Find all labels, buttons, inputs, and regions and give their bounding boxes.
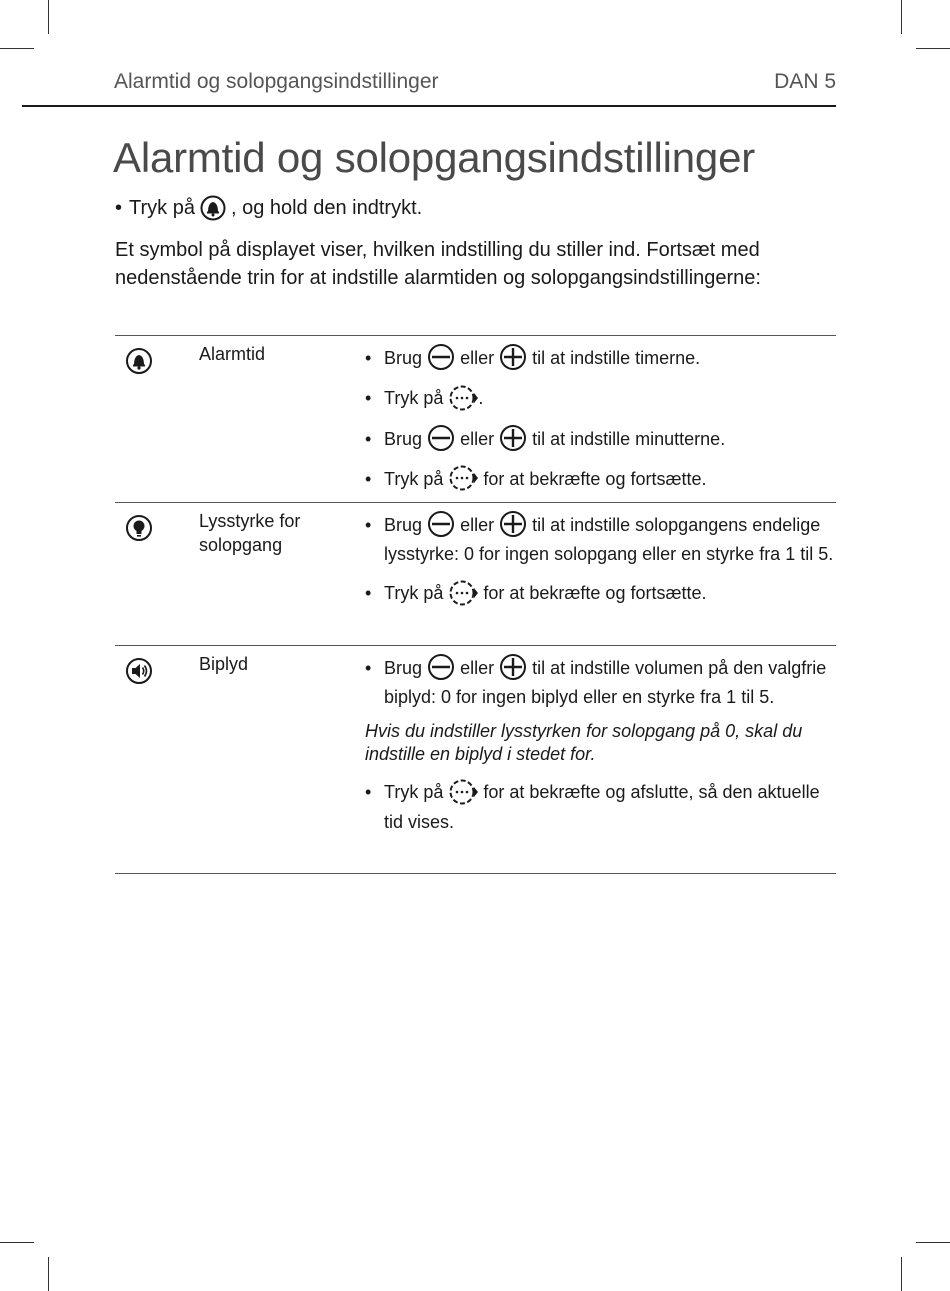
row-instructions	[365, 336, 836, 511]
bullet-dot: •	[365, 468, 372, 489]
bullet-dot: •	[365, 658, 372, 678]
bullet-dot: •	[365, 388, 372, 409]
row-instructions	[365, 646, 836, 853]
running-header	[114, 70, 836, 98]
minus-button-icon	[427, 424, 455, 452]
plus-button-icon	[499, 424, 527, 452]
header-rule	[22, 105, 836, 107]
instruction-word: eller	[460, 658, 495, 678]
crop-mark	[48, 1257, 49, 1291]
crop-mark	[0, 48, 34, 49]
bullet-dot: •	[365, 583, 372, 604]
instruction-item	[365, 384, 836, 413]
crop-mark	[916, 48, 950, 49]
instruction-text: for at bekræfte og fortsætte.	[483, 583, 707, 604]
instruction-item	[365, 579, 836, 608]
instruction-word: Brug	[384, 658, 423, 678]
crop-mark	[901, 1257, 902, 1291]
row-label: Alarmtid	[199, 344, 266, 364]
table-row-alarm-time	[115, 336, 836, 503]
instruction-text: for at bekræfte og fortsætte.	[483, 468, 707, 489]
running-header-title: Alarmtid og solopgangsindstillinger	[114, 70, 439, 93]
plus-button-icon	[499, 343, 527, 371]
instruction-word: Tryk på	[384, 583, 444, 604]
instruction-text: til at indstille solopgangens endelige lysstyrke: 0 for ingen solopgang eller en styrke fra 1 til 5.	[384, 515, 834, 565]
next-button-icon	[448, 778, 478, 806]
bullet-dot: •	[365, 428, 372, 449]
intro-instruction	[115, 195, 422, 221]
minus-button-icon	[427, 343, 455, 371]
crop-mark	[0, 1242, 34, 1243]
table-row-sunrise-brightness	[115, 503, 836, 646]
instruction-item	[365, 511, 836, 568]
bullet-dot: •	[115, 196, 123, 219]
settings-table	[115, 335, 836, 874]
plus-button-icon	[499, 653, 527, 681]
instruction-text: for at bekræfte og afslutte, så den aktuelle tid vises.	[384, 782, 820, 832]
crop-mark	[916, 1242, 950, 1243]
intro-instruction-end: , og hold den indtrykt.	[230, 196, 423, 219]
instruction-word: Tryk på	[384, 468, 444, 489]
minus-button-icon	[427, 510, 455, 538]
italic-note: Hvis du indstiller lysstyrken for solopgang på 0, skal du indstille en biplyd i stedet for.	[365, 721, 803, 765]
instruction-text: til at indstille minutterne.	[532, 428, 726, 449]
next-button-icon	[448, 579, 478, 607]
plus-button-icon	[499, 510, 527, 538]
instruction-word: eller	[460, 515, 495, 535]
table-row-beep	[115, 646, 836, 874]
instruction-word: Brug	[384, 515, 423, 535]
crop-mark	[901, 0, 902, 34]
bullet-dot: •	[365, 782, 372, 803]
instruction-word: Brug	[384, 428, 423, 449]
instruction-text: til at indstille volumen på den valgfrie biplyd: 0 for ingen biplyd eller en styrke fra 1 til 5.	[384, 658, 827, 708]
bullet-dot: •	[365, 348, 372, 368]
row-label: Lysstyrke for solopgang	[199, 511, 301, 555]
row-label: Biplyd	[199, 654, 249, 674]
instruction-word: Brug	[384, 348, 423, 368]
instruction-word: eller	[460, 428, 495, 449]
instruction-item	[365, 778, 836, 835]
next-button-icon	[448, 464, 478, 492]
alarm-bell-button-icon	[200, 195, 226, 221]
crop-mark	[48, 0, 49, 34]
instruction-word: eller	[460, 348, 495, 368]
next-button-icon	[448, 384, 478, 412]
speaker-icon	[125, 657, 153, 685]
minus-button-icon	[427, 653, 455, 681]
light-bulb-icon	[125, 514, 153, 542]
intro-paragraph: Et symbol på displayet viser, hvilken indstilling du stiller ind. Fortsæt med nedenstående trin for at indstille alarmtiden og solopgangsindstillingerne:	[115, 239, 761, 289]
instruction-item	[365, 654, 836, 711]
page-title: Alarmtid og solopgangsindstillinger	[113, 134, 756, 181]
instruction-text: til at indstille timerne.	[532, 348, 701, 368]
bullet-dot: •	[365, 515, 372, 535]
page-number: DAN 5	[774, 70, 836, 93]
instruction-word: Tryk på	[384, 388, 444, 409]
instruction-item	[365, 425, 836, 454]
instruction-text: .	[478, 388, 484, 409]
row-instructions	[365, 503, 836, 626]
alarm-bell-icon	[125, 347, 153, 375]
instruction-item	[365, 344, 836, 373]
instruction-word: Tryk på	[384, 782, 444, 803]
intro-instruction-start: Tryk på	[129, 196, 195, 219]
instruction-item	[365, 465, 836, 494]
